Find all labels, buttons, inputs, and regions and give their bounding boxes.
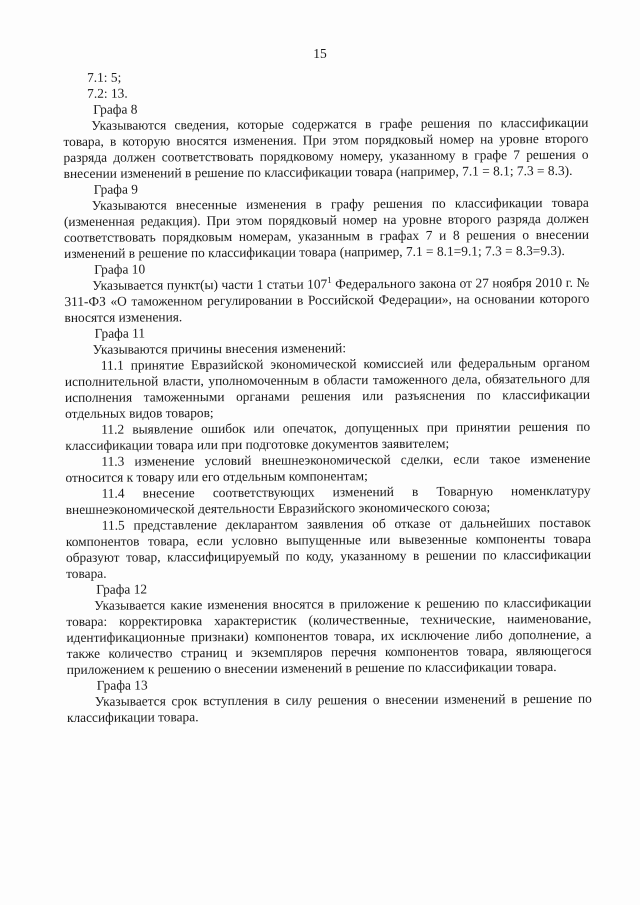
paragraph-grafa-12: Указывается какие изменения вносятся в приложение к решению по классификации товара: корректировка характеристик (количественные, технические, наименование, идентификационные признаки) компонентов товара, их исключение либо дополнение, а также количество страниц и экземпляров перечня компонентов товара, являющегося приложением к решению о внесении изменений в решение по классификации товара. [66, 594, 592, 677]
reason-item-11-3: 11.3 изменение условий внешнеэкономической сделки, если такое изменение относится к товару или его отдельным компонентам; [65, 450, 591, 485]
reason-item-11-4: 11.4 внесение соответствующих изменений в Товарную номенклатуру внешнеэкономической деятельности Евразийского экономического союза; [65, 482, 591, 517]
reason-item-11-2: 11.2 выявление ошибок или опечаток, допущенных при принятии решения по классификации товара или при подготовке документов заявителем; [65, 418, 591, 453]
section-heading-8: Графа 8 [93, 101, 138, 117]
list-line: 7.1: 5; [86, 69, 122, 85]
paragraph-text: Федерального закона от 27 ноября 2010 г. № 311-ФЗ «О таможенном регулировании в Российской Федерации», на основании которого вносятся изменения. [64, 274, 590, 325]
reason-item-11-5: 11.5 представление декларантом заявления об отказе от дальнейших поставок компонентов товара, если условно выпущенные или вывезенные компоненты товара образуют товар, классифицируемый по коду, указанному в решении по классификации товара. [65, 514, 592, 581]
section-heading-10: Графа 10 [94, 261, 146, 277]
document-body [63, 67, 592, 726]
reason-item-11-1: 11.1 принятие Евразийской экономической комиссией или федеральным органом исполнительной власти, уполномоченным в области таможенного дела, обязательного для исполнения таможенными органами решения или разъяснения по классификации отдельных видов товаров; [64, 354, 591, 421]
paragraph-grafa-8: Указываются сведения, которые содержатся в графе решения по классификации товара, в которую вносятся изменения. При этом порядковый номер на уровне второго разряда должен соответствовать порядковому номеру, указанному в графе 7 решения о внесении изменений в решение по классификации товара (например, 7.1 = 8.1; 7.3 = 8.3). [63, 114, 589, 181]
list-line: 7.2: 13. [87, 85, 128, 101]
paragraph-grafa-11-intro: Указываются причины внесения изменений: [92, 340, 347, 357]
section-heading-13: Графа 13 [96, 677, 148, 693]
paragraph-grafa-13: Указывается срок вступления в силу решения о внесении изменений в решение по классификации товара. [66, 690, 592, 725]
section-heading-12: Графа 12 [96, 581, 148, 597]
paragraph-text: Указывается пункт(ы) части 1 статьи 107 [92, 276, 328, 293]
paragraph-grafa-9: Указываются внесенные изменения в графу решения по классификации товара (измененная редакция). При этом порядковый номер на уровне второго разряда должен соответствовать порядковым номерам, указанным в графах 7 и 8 решения о внесении изменений в решение по классификации товара (например, 7.1 = 8.1=9.1; 7.3 = 8.3=9.3). [63, 194, 590, 261]
page-number: 15 [313, 46, 327, 61]
superscript: 1 [327, 274, 332, 285]
section-heading-11: Графа 11 [94, 325, 146, 341]
section-heading-9: Графа 9 [93, 181, 138, 197]
paragraph-grafa-10 [64, 275, 589, 326]
